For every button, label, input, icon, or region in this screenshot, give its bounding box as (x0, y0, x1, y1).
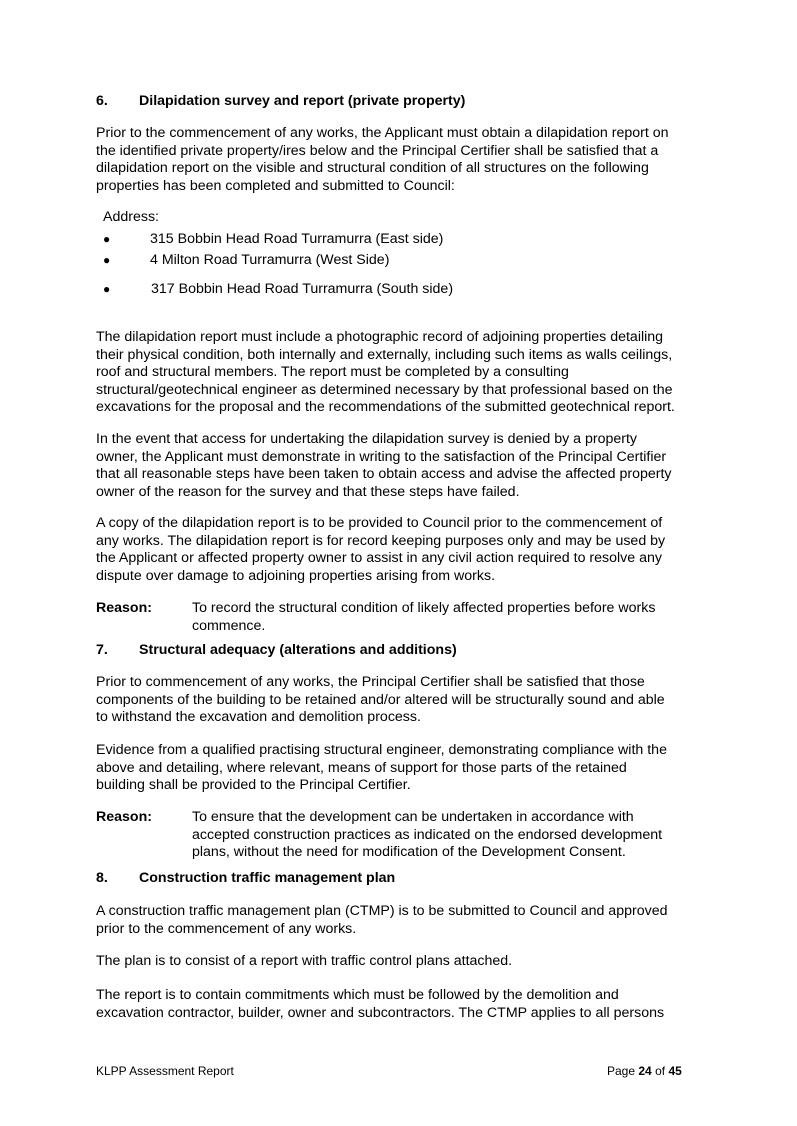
text-line: A copy of the dilapidation report is to be provided to Council prior to the commencement of (96, 515, 663, 531)
text-line: The plan is to consist of a report with traffic control plans attached. (96, 953, 513, 969)
section-8-heading (96, 869, 395, 887)
address-list-item (103, 280, 453, 298)
bullet-icon: ● (103, 282, 111, 296)
section-number: 7. (96, 642, 108, 658)
reason-text (192, 600, 702, 635)
text-line: above and detailing, where relevant, means of support for those parts of the retained (96, 759, 627, 776)
section-7-heading (96, 641, 457, 659)
text-line: The dilapidation report must include a photographic record of adjoining properties detailing (96, 329, 664, 345)
address-text: 317 Bobbin Head Road Turramurra (South side) (151, 281, 454, 297)
address-text: 315 Bobbin Head Road Turramurra (East side) (150, 231, 444, 247)
page-current: 24 (638, 1064, 652, 1078)
text-line: dispute over damage to adjoining properties arising from works. (96, 567, 496, 584)
reason-text (192, 809, 702, 862)
section-title: Dilapidation survey and report (private property) (139, 93, 466, 109)
footer-page-number (607, 1064, 682, 1078)
reason-label: Reason: (96, 809, 152, 825)
text-line: To record the structural condition of likely affected properties before works (192, 600, 656, 616)
section-title: Construction traffic management plan (139, 870, 396, 886)
text-line: roof and structural members. The report must be completed by a consulting (96, 364, 569, 380)
of-word: of (655, 1064, 666, 1078)
footer-report-name: KLPP Assessment Report (96, 1064, 234, 1078)
section-6-paragraph-3 (96, 431, 706, 501)
text-line: components of the building to be retained and/or altered will be structurally sound and able (96, 691, 665, 708)
text-line: prior to the commencement of any works. (96, 920, 357, 937)
section-6-paragraph-4 (96, 515, 706, 585)
text-line: that all reasonable steps have been taken to obtain access and advise the affected property (96, 466, 672, 482)
text-line: excavations for the proposal and the recommendations of the submitted geotechnical report. (96, 399, 675, 415)
text-line: dilapidation report on the visible and structural condition of all structures on the following (96, 160, 649, 176)
section-8-paragraph-2 (96, 953, 706, 971)
address-text: 4 Milton Road Turramurra (West Side) (150, 252, 390, 268)
text-line: In the event that access for undertaking the dilapidation survey is denied by a property (96, 431, 638, 447)
text-line: The report is to contain commitments which must be followed by the demolition and (96, 987, 619, 1003)
reason-label: Reason: (96, 600, 152, 616)
text-line: Prior to the commencement of any works, the Applicant must obtain a dilapidation report on (96, 125, 669, 141)
text-line: accepted construction practices as indicated on the endorsed development (192, 826, 663, 843)
text-line: excavation contractor, builder, owner and subcontractors. The CTMP applies to all persons (96, 1004, 665, 1021)
section-7-paragraph-2 (96, 742, 706, 795)
section-6-paragraph-1 (96, 125, 706, 195)
text-line: To ensure that the development can be undertaken in accordance with (192, 809, 634, 825)
text-line: owner of the reason for the survey and that these steps have failed. (96, 483, 520, 500)
text-line: A construction traffic management plan (CTMP) is to be submitted to Council and approved (96, 903, 668, 919)
text-line: the identified private property/ires below and the Principal Certifier shall be satisfied that a (96, 142, 659, 159)
section-number: 8. (96, 870, 108, 886)
text-line: any works. The dilapidation report is for record keeping purposes only and may be used by (96, 532, 666, 549)
page-word: Page (607, 1064, 636, 1078)
address-label: Address: (103, 209, 159, 225)
text-line: properties has been completed and submitted to Council: (96, 177, 455, 194)
text-line: owner, the Applicant must demonstrate in writing to the satisfaction of the Principal Certifier (96, 448, 667, 465)
page-total: 45 (668, 1064, 682, 1078)
text-line: their physical condition, both internally and externally, including such items as walls ceilings, (96, 346, 673, 363)
section-8-paragraph-1 (96, 903, 706, 938)
section-number: 6. (96, 93, 108, 109)
text-line: plans, without the need for modification of the Development Consent. (192, 844, 626, 860)
text-line: to withstand the excavation and demolition process. (96, 709, 421, 725)
section-title: Structural adequacy (alterations and additions) (139, 642, 457, 658)
section-6-heading (96, 92, 465, 110)
section-7-paragraph-1 (96, 674, 706, 727)
text-line: Prior to commencement of any works, the Principal Certifier shall be satisfied that those (96, 674, 645, 690)
bullet-icon: ● (103, 253, 111, 267)
address-list-item (103, 251, 389, 269)
text-line: structural/geotechnical engineer as determined necessary by that professional based on the (96, 381, 673, 398)
text-line: building shall be provided to the Principal Certifier. (96, 777, 411, 793)
text-line: Evidence from a qualified practising structural engineer, demonstrating compliance with the (96, 742, 667, 758)
text-line: commence. (192, 617, 266, 634)
address-list-item (103, 230, 443, 248)
text-line: the Applicant or affected property owner to assist in any civil action required to resolve any (96, 550, 662, 566)
bullet-icon: ● (103, 232, 111, 246)
section-8-paragraph-3 (96, 987, 706, 1022)
section-6-paragraph-2 (96, 329, 706, 417)
